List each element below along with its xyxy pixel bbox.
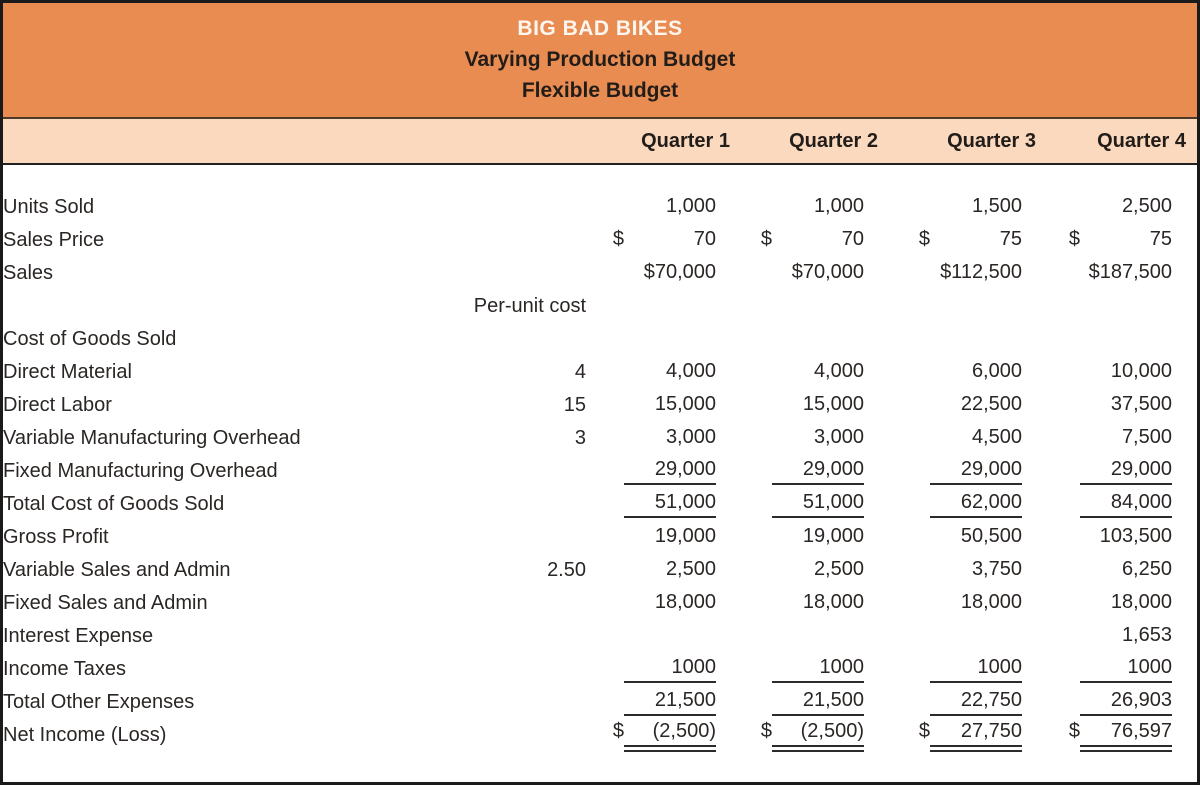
- value-cell-quarter-1: [586, 719, 716, 752]
- value-cell-quarter-1: [586, 422, 716, 455]
- money-cell: [616, 261, 716, 286]
- amount: 76,597: [1080, 720, 1172, 752]
- amount: 15,000: [654, 393, 716, 415]
- money-cell: [764, 640, 864, 642]
- amount: 75: [1149, 228, 1172, 250]
- amount: 15,000: [802, 393, 864, 415]
- money-cell: [764, 491, 864, 518]
- value-cell-quarter-2: [716, 620, 864, 653]
- value-cell-quarter-1: [586, 653, 716, 686]
- amount: [930, 310, 1022, 312]
- row-label: Sales Price: [3, 229, 105, 251]
- per-unit-cost-cell: [440, 224, 586, 257]
- amount: 1,000: [813, 195, 864, 217]
- value-cell-quarter-2: [716, 653, 864, 686]
- column-header-label: Quarter 1: [641, 129, 730, 152]
- row-label: Sales: [3, 262, 54, 284]
- money-cell: [922, 261, 1022, 286]
- value-cell-quarter-3: [864, 587, 1022, 620]
- value-cell-quarter-1: [586, 356, 716, 389]
- value-cell-quarter-2: [716, 191, 864, 224]
- row-label: Units Sold: [3, 196, 95, 218]
- value-cell-quarter-2: [716, 323, 864, 356]
- money-cell: [760, 228, 864, 253]
- value-cell-quarter-3: [864, 488, 1022, 521]
- table-row: [3, 191, 1172, 224]
- value-cell-quarter-3: [864, 257, 1022, 290]
- per-unit-cost-cell: 4: [574, 361, 586, 383]
- value-cell-quarter-1: [586, 488, 716, 521]
- amount: 29,000: [624, 458, 716, 485]
- table-row: [3, 356, 1172, 389]
- amount: 26,903: [1080, 689, 1172, 716]
- table-row: [3, 389, 1172, 422]
- money-cell: [616, 558, 716, 583]
- money-cell: [1072, 426, 1172, 451]
- value-cell-quarter-4: [1022, 521, 1172, 554]
- table-row: [3, 488, 1172, 521]
- value-cell-quarter-3: [864, 455, 1022, 488]
- amount: 18,000: [802, 591, 864, 613]
- money-cell: [616, 591, 716, 616]
- amount: [772, 640, 864, 642]
- amount: $187,500: [1088, 261, 1172, 283]
- value-cell-quarter-3: [864, 356, 1022, 389]
- value-cell-quarter-4: [1022, 389, 1172, 422]
- money-cell: [764, 656, 864, 683]
- amount: $70,000: [791, 261, 864, 283]
- report-title: Varying Production Budget: [464, 48, 736, 71]
- amount: 2,500: [1121, 195, 1172, 217]
- money-cell: [764, 310, 864, 312]
- money-cell: [616, 458, 716, 485]
- row-label: Income Taxes: [3, 658, 127, 680]
- money-cell: [764, 393, 864, 418]
- currency-sign: $: [918, 719, 930, 742]
- column-header-row: [3, 119, 1197, 165]
- table-row: [3, 719, 1172, 752]
- per-unit-cost-cell: [440, 620, 586, 653]
- amount: 51,000: [772, 491, 864, 518]
- money-cell: [1072, 195, 1172, 220]
- table-row: [3, 653, 1172, 686]
- column-header-label: Quarter 4: [1097, 129, 1186, 152]
- amount: 22,750: [930, 689, 1022, 716]
- amount: [1080, 310, 1172, 312]
- money-cell: [918, 228, 1022, 253]
- value-cell-quarter-4: [1022, 488, 1172, 521]
- value-cell-quarter-2: [716, 356, 864, 389]
- row-label: Gross Profit: [3, 526, 109, 548]
- value-cell-quarter-4: [1022, 587, 1172, 620]
- value-cell-quarter-1: [586, 290, 716, 323]
- money-cell: [764, 343, 864, 345]
- money-cell: [616, 640, 716, 642]
- currency-sign: $: [760, 228, 772, 250]
- value-cell-quarter-4: [1022, 422, 1172, 455]
- money-cell: [922, 426, 1022, 451]
- money-cell: [616, 343, 716, 345]
- money-cell: [616, 656, 716, 683]
- column-header-quarter-1: [586, 129, 730, 153]
- value-cell-quarter-4: [1022, 191, 1172, 224]
- money-cell: [616, 195, 716, 220]
- table-row: [3, 455, 1172, 488]
- row-label: Total Other Expenses: [3, 691, 195, 713]
- amount: 4,500: [971, 426, 1022, 448]
- per-unit-cost-cell: [440, 488, 586, 521]
- value-cell-quarter-4: [1022, 653, 1172, 686]
- amount: 50,500: [960, 525, 1022, 547]
- value-cell-quarter-2: [716, 224, 864, 257]
- currency-sign: $: [612, 228, 624, 250]
- money-cell: [616, 393, 716, 418]
- value-cell-quarter-4: [1022, 686, 1172, 719]
- money-cell: [922, 491, 1022, 518]
- budget-table: [3, 191, 1172, 752]
- money-cell: [616, 491, 716, 518]
- value-cell-quarter-2: [716, 554, 864, 587]
- amount: 3,000: [813, 426, 864, 448]
- money-cell: [922, 558, 1022, 583]
- money-cell: [1068, 719, 1172, 752]
- money-cell: [922, 195, 1022, 220]
- amount: [624, 640, 716, 642]
- currency-sign: $: [1068, 719, 1080, 742]
- value-cell-quarter-4: [1022, 455, 1172, 488]
- budget-table-body: [3, 191, 1172, 752]
- value-cell-quarter-4: [1022, 554, 1172, 587]
- money-cell: [764, 261, 864, 286]
- row-label: Cost of Goods Sold: [3, 328, 177, 350]
- currency-sign: $: [612, 719, 624, 742]
- row-label: Fixed Sales and Admin: [3, 592, 208, 614]
- row-label: Fixed Manufacturing Overhead: [3, 460, 278, 482]
- amount: 70: [693, 228, 716, 250]
- amount: [624, 310, 716, 312]
- title-block: [3, 3, 1197, 119]
- table-row: [3, 686, 1172, 719]
- money-cell: [1072, 261, 1172, 286]
- value-cell-quarter-3: [864, 422, 1022, 455]
- money-cell: [922, 656, 1022, 683]
- value-cell-quarter-2: [716, 521, 864, 554]
- amount: 4,000: [665, 360, 716, 382]
- per-unit-cost-cell: 15: [563, 394, 586, 416]
- value-cell-quarter-2: [716, 719, 864, 752]
- amount: 70: [841, 228, 864, 250]
- column-header-quarter-3: [864, 129, 1036, 153]
- amount: 1000: [772, 656, 864, 683]
- table-row: [3, 290, 1172, 323]
- value-cell-quarter-4: [1022, 620, 1172, 653]
- row-label: [3, 290, 440, 323]
- value-cell-quarter-3: [864, 224, 1022, 257]
- amount: 21,500: [624, 689, 716, 716]
- value-cell-quarter-1: [586, 554, 716, 587]
- value-cell-quarter-1: [586, 521, 716, 554]
- money-cell: [1072, 491, 1172, 518]
- table-row: [3, 422, 1172, 455]
- money-cell: [764, 558, 864, 583]
- value-cell-quarter-2: [716, 257, 864, 290]
- money-cell: [764, 458, 864, 485]
- value-cell-quarter-4: [1022, 719, 1172, 752]
- value-cell-quarter-4: [1022, 356, 1172, 389]
- value-cell-quarter-1: [586, 389, 716, 422]
- money-cell: [616, 310, 716, 312]
- per-unit-cost-cell: [440, 686, 586, 719]
- amount: [772, 310, 864, 312]
- column-header-quarter-4: [1022, 129, 1186, 153]
- value-cell-quarter-4: [1022, 290, 1172, 323]
- amount: 19,000: [654, 525, 716, 547]
- money-cell: [1068, 228, 1172, 253]
- row-label: Net Income (Loss): [3, 724, 167, 746]
- row-label: Variable Manufacturing Overhead: [3, 427, 301, 449]
- table-row: [3, 620, 1172, 653]
- currency-sign: $: [1068, 228, 1080, 250]
- per-unit-cost-cell: Per-unit cost: [473, 295, 586, 317]
- per-unit-cost-cell: [440, 521, 586, 554]
- per-unit-cost-cell: [440, 191, 586, 224]
- value-cell-quarter-3: [864, 389, 1022, 422]
- money-cell: [1072, 656, 1172, 683]
- per-unit-cost-cell: [440, 587, 586, 620]
- amount: (2,500): [772, 720, 864, 752]
- value-cell-quarter-2: [716, 389, 864, 422]
- amount: 1000: [624, 656, 716, 683]
- report-subtitle: Flexible Budget: [521, 79, 679, 102]
- amount: [930, 640, 1022, 642]
- table-row: [3, 554, 1172, 587]
- table-row: [3, 257, 1172, 290]
- table-row: [3, 224, 1172, 257]
- amount: $112,500: [940, 261, 1022, 283]
- value-cell-quarter-2: [716, 488, 864, 521]
- money-cell: [764, 195, 864, 220]
- amount: 6,000: [971, 360, 1022, 382]
- money-cell: [1072, 343, 1172, 345]
- value-cell-quarter-3: [864, 290, 1022, 323]
- per-unit-cost-cell: [440, 323, 586, 356]
- money-cell: [1072, 591, 1172, 616]
- amount: 75: [999, 228, 1022, 250]
- value-cell-quarter-3: [864, 554, 1022, 587]
- currency-sign: $: [760, 719, 772, 742]
- row-label: Direct Material: [3, 361, 132, 383]
- column-header-label: Quarter 3: [947, 129, 1036, 152]
- value-cell-quarter-4: [1022, 257, 1172, 290]
- amount: 62,000: [930, 491, 1022, 518]
- table-row: [3, 323, 1172, 356]
- money-cell: [1072, 525, 1172, 550]
- money-cell: [1072, 393, 1172, 418]
- value-cell-quarter-3: [864, 191, 1022, 224]
- amount: 18,000: [1110, 591, 1172, 613]
- amount: 3,750: [971, 558, 1022, 580]
- row-label: Variable Sales and Admin: [3, 559, 231, 581]
- amount: 6,250: [1121, 558, 1172, 580]
- money-cell: [918, 719, 1022, 752]
- amount: 1,000: [665, 195, 716, 217]
- money-cell: [616, 426, 716, 451]
- per-unit-cost-cell: [440, 257, 586, 290]
- amount: 4,000: [813, 360, 864, 382]
- money-cell: [922, 393, 1022, 418]
- money-cell: [612, 228, 716, 253]
- money-cell: [1072, 624, 1172, 649]
- value-cell-quarter-1: [586, 587, 716, 620]
- value-cell-quarter-3: [864, 521, 1022, 554]
- value-cell-quarter-3: [864, 653, 1022, 686]
- value-cell-quarter-3: [864, 686, 1022, 719]
- money-cell: [922, 525, 1022, 550]
- column-header-label: Quarter 2: [789, 129, 878, 152]
- amount: $70,000: [643, 261, 716, 283]
- money-cell: [764, 591, 864, 616]
- money-cell: [764, 426, 864, 451]
- amount: 29,000: [1080, 458, 1172, 485]
- amount: 1,653: [1121, 624, 1172, 646]
- value-cell-quarter-3: [864, 719, 1022, 752]
- money-cell: [764, 360, 864, 385]
- amount: [1080, 343, 1172, 345]
- money-cell: [764, 689, 864, 716]
- money-cell: [764, 525, 864, 550]
- company-name: BIG BAD BIKES: [517, 17, 683, 40]
- per-unit-cost-cell: [440, 455, 586, 488]
- amount: 29,000: [772, 458, 864, 485]
- amount: 21,500: [772, 689, 864, 716]
- value-cell-quarter-1: [586, 323, 716, 356]
- per-unit-cost-cell: [440, 653, 586, 686]
- money-cell: [616, 360, 716, 385]
- money-cell: [922, 689, 1022, 716]
- row-label: Total Cost of Goods Sold: [3, 493, 225, 515]
- amount: 2,500: [665, 558, 716, 580]
- value-cell-quarter-3: [864, 323, 1022, 356]
- table-row: [3, 521, 1172, 554]
- row-label: Direct Labor: [3, 394, 112, 416]
- value-cell-quarter-4: [1022, 224, 1172, 257]
- money-cell: [922, 360, 1022, 385]
- value-cell-quarter-4: [1022, 323, 1172, 356]
- money-cell: [922, 343, 1022, 345]
- money-cell: [616, 689, 716, 716]
- amount: 3,000: [665, 426, 716, 448]
- amount: [930, 343, 1022, 345]
- per-unit-cost-cell: 2.50: [547, 559, 586, 581]
- amount: 10,000: [1110, 360, 1172, 382]
- value-cell-quarter-2: [716, 455, 864, 488]
- money-cell: [922, 310, 1022, 312]
- value-cell-quarter-3: [864, 620, 1022, 653]
- amount: 84,000: [1080, 491, 1172, 518]
- amount: 37,500: [1110, 393, 1172, 415]
- value-cell-quarter-1: [586, 686, 716, 719]
- amount: 18,000: [960, 591, 1022, 613]
- amount: 103,500: [1099, 525, 1172, 547]
- table-row: [3, 587, 1172, 620]
- amount: 19,000: [802, 525, 864, 547]
- column-header-quarter-2: [716, 129, 878, 153]
- value-cell-quarter-2: [716, 422, 864, 455]
- currency-sign: $: [918, 228, 930, 250]
- amount: 2,500: [813, 558, 864, 580]
- amount: 29,000: [930, 458, 1022, 485]
- value-cell-quarter-1: [586, 455, 716, 488]
- amount: 51,000: [624, 491, 716, 518]
- value-cell-quarter-2: [716, 290, 864, 323]
- amount: (2,500): [624, 720, 716, 752]
- money-cell: [922, 458, 1022, 485]
- money-cell: [616, 525, 716, 550]
- value-cell-quarter-1: [586, 224, 716, 257]
- money-cell: [922, 640, 1022, 642]
- money-cell: [1072, 689, 1172, 716]
- amount: [624, 343, 716, 345]
- amount: 7,500: [1121, 426, 1172, 448]
- value-cell-quarter-2: [716, 587, 864, 620]
- money-cell: [1072, 458, 1172, 485]
- money-cell: [612, 719, 716, 752]
- money-cell: [1072, 360, 1172, 385]
- amount: 1000: [1080, 656, 1172, 683]
- money-cell: [1072, 558, 1172, 583]
- amount: 1,500: [971, 195, 1022, 217]
- value-cell-quarter-1: [586, 191, 716, 224]
- amount: 1000: [930, 656, 1022, 683]
- value-cell-quarter-1: [586, 257, 716, 290]
- row-label: Interest Expense: [3, 625, 154, 647]
- per-unit-cost-cell: [440, 719, 586, 752]
- amount: 27,750: [930, 720, 1022, 752]
- amount: 18,000: [654, 591, 716, 613]
- amount: 22,500: [960, 393, 1022, 415]
- per-unit-cost-cell: 3: [574, 427, 586, 449]
- amount: [772, 343, 864, 345]
- value-cell-quarter-1: [586, 620, 716, 653]
- value-cell-quarter-2: [716, 686, 864, 719]
- money-cell: [760, 719, 864, 752]
- money-cell: [1072, 310, 1172, 312]
- money-cell: [922, 591, 1022, 616]
